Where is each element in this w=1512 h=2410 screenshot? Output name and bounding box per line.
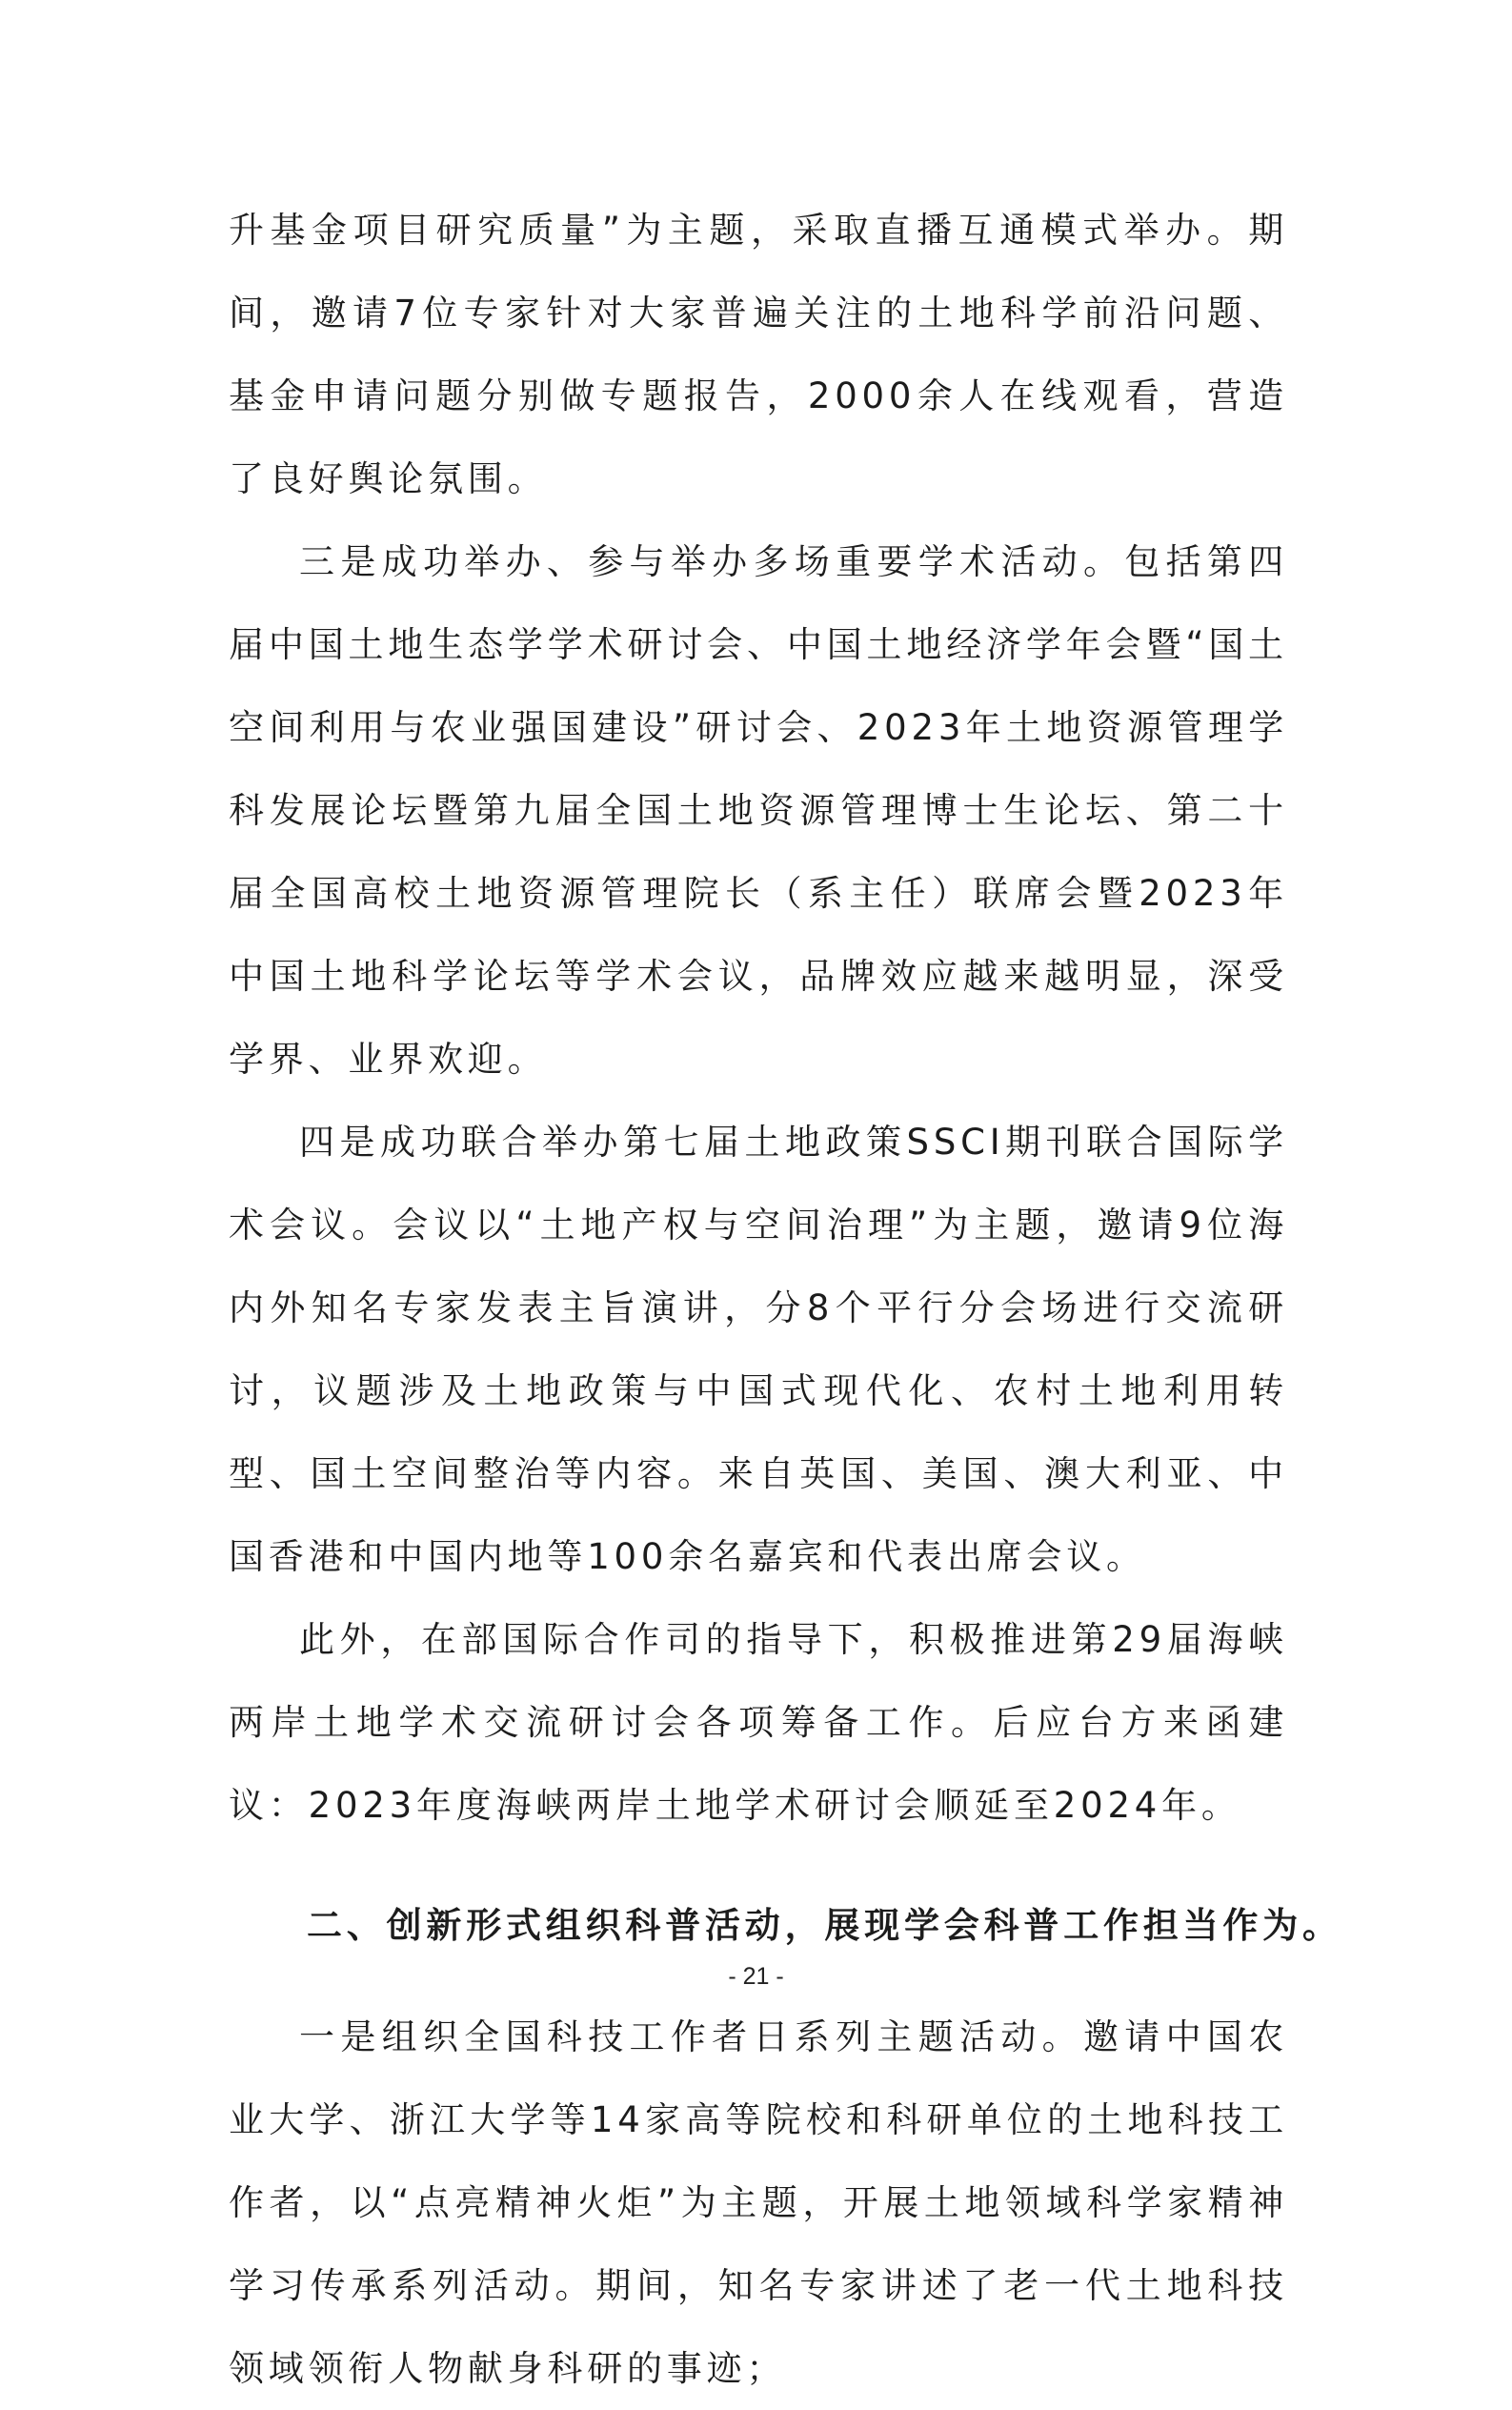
page-body	[229, 189, 1342, 2410]
paragraph-fund-report: 升基金项目研究质量”为主题，采取直播互通模式举办。期间，邀请7位专家针对大家普遍关注的土地科学前沿问题、基金申请问题分别做专题报告，2000余人在线观看，营造了良好舆论氛围。	[229, 210, 1288, 499]
page-number: - 21 -	[728, 1963, 784, 1990]
paragraph-academic-events: 三是成功举办、参与举办多场重要学术活动。包括第四届中国土地生态学学术研讨会、中国土地经济学年会暨“国土空间利用与农业强国建设”研讨会、2023年土地资源管理学科发展论坛暨第九届全国土地资源管理博士生论坛、第二十届全国高校土地资源管理院长（系主任）联席会暨2023年中国土地科学论坛等学术会议，品牌效应越来越明显，深受学界、业界欢迎。	[229, 541, 1288, 1080]
paragraph-cross-strait-seminar: 此外，在部国际合作司的指导下，积极推进第29届海峡两岸土地学术交流研讨会各项筹备工作。后应台方来函建议：2023年度海峡两岸土地学术研讨会顺延至2024年。	[229, 1619, 1288, 1826]
paragraph-science-workers-day: 一是组织全国科技工作者日系列主题活动。邀请中国农业大学、浙江大学等14家高等院校和科研单位的土地科技工作者，以“点亮精神火炬”为主题，开展土地领域科学家精神学习传承系列活动。期间，知名专家讲述了老一代土地科技领域领衔人物献身科研的事迹；	[229, 2016, 1288, 2389]
section-heading: 二、创新形式组织科普活动，展现学会科普工作担当作为。	[307, 1905, 1342, 1946]
paragraph-ssci-conference: 四是成功联合举办第七届土地政策SSCI期刊联合国际学术会议。会议以“土地产权与空间治理”为主题，邀请9位海内外知名专家发表主旨演讲，分8个平行分会场进行交流研讨，议题涉及土地政策与中国式现代化、农村土地利用转型、国土空间整治等内容。来自英国、美国、澳大利亚、中国香港和中国内地等100余名嘉宾和代表出席会议。	[229, 1122, 1288, 1577]
